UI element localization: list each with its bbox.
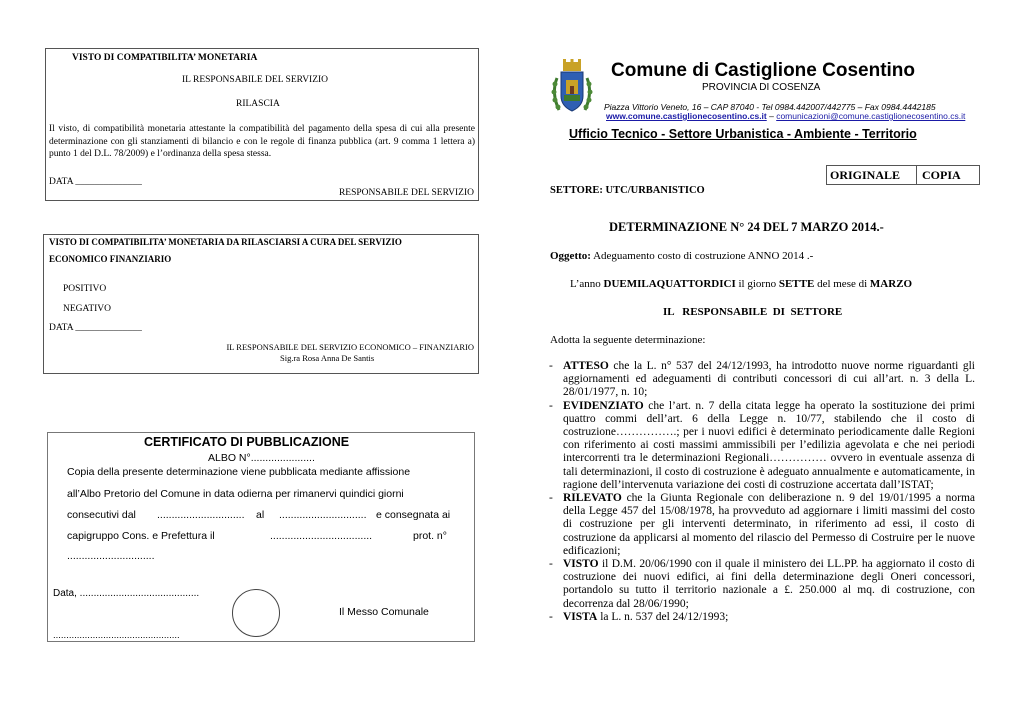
list-item xyxy=(549,360,975,400)
settore: SETTORE: UTC/URBANISTICO xyxy=(550,185,705,196)
anno-p3: del mese di xyxy=(814,278,870,290)
box1-responsabile: IL RESPONSABILE DEL SERVIZIO xyxy=(182,75,329,85)
anno-year: DUEMILAQUATTORDICI xyxy=(603,278,736,290)
certificate-line2: all’Albo Pretorio del Comune in data odierna per rimanervi quindici giorni xyxy=(67,488,404,500)
box2-sign-line1: IL RESPONSABILE DEL SERVIZIO ECONOMICO – FINANZIARIO xyxy=(226,342,474,352)
certificate-line1: Copia della presente determinazione viene pubblicata mediante affissione xyxy=(67,466,411,478)
certificate-line4a: capigruppo Cons. e Prefettura il xyxy=(67,530,215,542)
item-label: RILEVATO xyxy=(563,492,622,505)
address: Piazza Vittorio Veneto, 16 – CAP 87040 - Tel 0984.442007/442775 – Fax 0984.4442185 xyxy=(604,102,936,112)
anno-p1: L’anno xyxy=(570,278,604,290)
contacts-separator: – xyxy=(766,111,777,121)
item-label: ATTESO xyxy=(563,360,609,372)
oggetto-text: Adeguamento costo di costruzione ANNO 2014 .- xyxy=(590,250,814,262)
email-link[interactable]: comunicazioni@comune.castiglionecosentino.cs.it xyxy=(776,111,966,121)
item-dash: - xyxy=(549,399,553,412)
item-text: che l’art. n. 7 della citata legge ha operato la sostituzione dei primi quattro commi dell’art. 6 della Legge n. 10/77, stabilendo che il costo di costruzione…………….; per i nuovi edifici è determinato periodicamente dalle Regioni con riferimento ai costi massimi ammissibili per l’edilizia agevolata e che nei periodi intercorrenti tra le determinazioni Regionali…………… ovvero in eventuale assenza di tali determinazioni, il costo di costruzione è adeguato annualmente e automaticamente, in ragione dell’intervenuta variazione dei costi di costruzione accertata dall’ISTAT; xyxy=(563,399,975,491)
item-dash: - xyxy=(549,610,553,623)
messo-comunale: Il Messo Comunale xyxy=(339,606,429,618)
compatibility-box xyxy=(45,48,479,201)
oggetto-label: Oggetto: xyxy=(550,250,591,262)
certificate-line3d: .............................. xyxy=(279,509,367,521)
anno-p2: il giorno xyxy=(735,278,779,290)
certificate-date: Data, ........................................... xyxy=(53,588,200,599)
box1-rilascia: RILASCIA xyxy=(236,99,280,109)
certificate-line4b: ................................... xyxy=(270,530,373,542)
box2-title-line1: VISTO DI COMPATIBILITA’ MONETARIA DA RILASCIARSI A CURA DEL SERVIZIO xyxy=(49,237,402,247)
certificate-box xyxy=(47,432,475,642)
box1-data: DATA ______________ xyxy=(49,177,142,187)
list-item xyxy=(549,558,975,611)
certificate-line5: .............................. xyxy=(67,550,155,562)
box2-title-line2: ECONOMICO FINANZIARIO xyxy=(49,254,172,264)
contacts-line xyxy=(606,111,965,121)
website-link[interactable]: www.comune.castiglionecosentino.cs.it xyxy=(606,111,767,121)
item-dash: - xyxy=(549,360,553,372)
certificate-line3b: .............................. xyxy=(157,509,245,521)
originale-cell: ORIGINALE xyxy=(827,166,917,184)
box1-text: Il visto, di compatibilità monetaria attestante la compatibilità del pagamento della spesa di cui alla presente determinazione con gli stanziamenti di bilancio e con le regole di finanza pubblica (art. 9 comma 1 lettera a) punto 1 del D.L. 78/2009) e l’ordinanza della spesa stessa. xyxy=(49,124,475,159)
albo-number: ALBO N°...................... xyxy=(208,452,315,464)
responsabile-settore: IL RESPONSABILE DI SETTORE xyxy=(663,306,843,318)
item-label: VISTO xyxy=(563,558,599,571)
list-item xyxy=(549,611,975,624)
anno-day: SETTE xyxy=(778,278,815,290)
anno-line xyxy=(570,278,912,290)
adotta-text: Adotta la seguente determinazione: xyxy=(550,334,706,346)
item-text: che la L. n° 537 del 24/12/1993, ha introdotto nuove norme riguardanti gli aggiornamenti ed adeguamenti di contributi concessori di cui all’art. n. 3 della L. 28/01/1977, n. 10; xyxy=(563,360,975,399)
certificate-sign-dots: ................................................ xyxy=(53,630,180,641)
copia-cell: COPIA xyxy=(922,168,961,182)
item-dash: - xyxy=(549,558,553,571)
list-item xyxy=(549,400,975,492)
certificate-title: CERTIFICATO DI PUBBLICAZIONE xyxy=(144,435,350,449)
determinazione-title: DETERMINAZIONE N° 24 DEL 7 MARZO 2014.- xyxy=(609,220,884,234)
stamp-circle xyxy=(232,589,280,637)
item-label: VISTA xyxy=(563,610,598,623)
certificate-line3e: e consegnata ai xyxy=(376,509,451,521)
financial-visa-box xyxy=(43,234,479,374)
list-item xyxy=(549,492,975,558)
item-text: che la Giunta Regionale con deliberazione n. 9 del 19/01/1995 a norma della Legge 457 del 15/08/1978, ha provveduto ad aggiornare i limiti massimi del costo di costruzione per gli interventi determinato, in riferimento ad essi, il costo di costruzione da applicarsi al momento del rilascio del Permesso di Costruire per le nuove edificazioni; xyxy=(563,492,975,557)
ufficio-title: Ufficio Tecnico - Settore Urbanistica - Ambiente - Territorio xyxy=(569,127,917,141)
item-text: la L. n. 537 del 24/12/1993; xyxy=(597,610,729,623)
positivo-option: POSITIVO xyxy=(63,284,107,294)
box2-data: DATA ______________ xyxy=(49,323,142,333)
provincia: PROVINCIA DI COSENZA xyxy=(702,82,821,93)
item-label: EVIDENZIATO xyxy=(563,399,644,412)
anno-month: MARZO xyxy=(869,278,913,290)
negativo-option: NEGATIVO xyxy=(63,304,112,314)
comune-title: Comune di Castiglione Cosentino xyxy=(611,60,916,81)
oggetto xyxy=(550,250,813,262)
item-text: il D.M. 20/06/1990 con il quale il ministero dei LL.PP. ha aggiornato il costo di costruzione dei nuovi edifici, ai fini della determinazione degli Oneri concessori, portandolo su tutto il territorio nazionale a £. 250.000 al mq. di costruzione, con decorrenza dal 28/06/1990; xyxy=(563,558,975,610)
municipal-crest-icon xyxy=(549,58,595,118)
certificate-line3a: consecutivi dal xyxy=(67,509,136,521)
box1-sign: RESPONSABILE DEL SERVIZIO xyxy=(338,188,474,198)
box2-sign-line2: Sig.ra Rosa Anna De Santis xyxy=(280,353,375,363)
items-list xyxy=(549,360,975,624)
certificate-line4c: prot. n° xyxy=(413,530,447,542)
certificate-line3c: al xyxy=(256,509,265,521)
item-dash: - xyxy=(549,492,553,505)
copy-type-table xyxy=(826,165,980,185)
box1-title: VISTO DI COMPATIBILITA’ MONETARIA xyxy=(72,53,258,63)
